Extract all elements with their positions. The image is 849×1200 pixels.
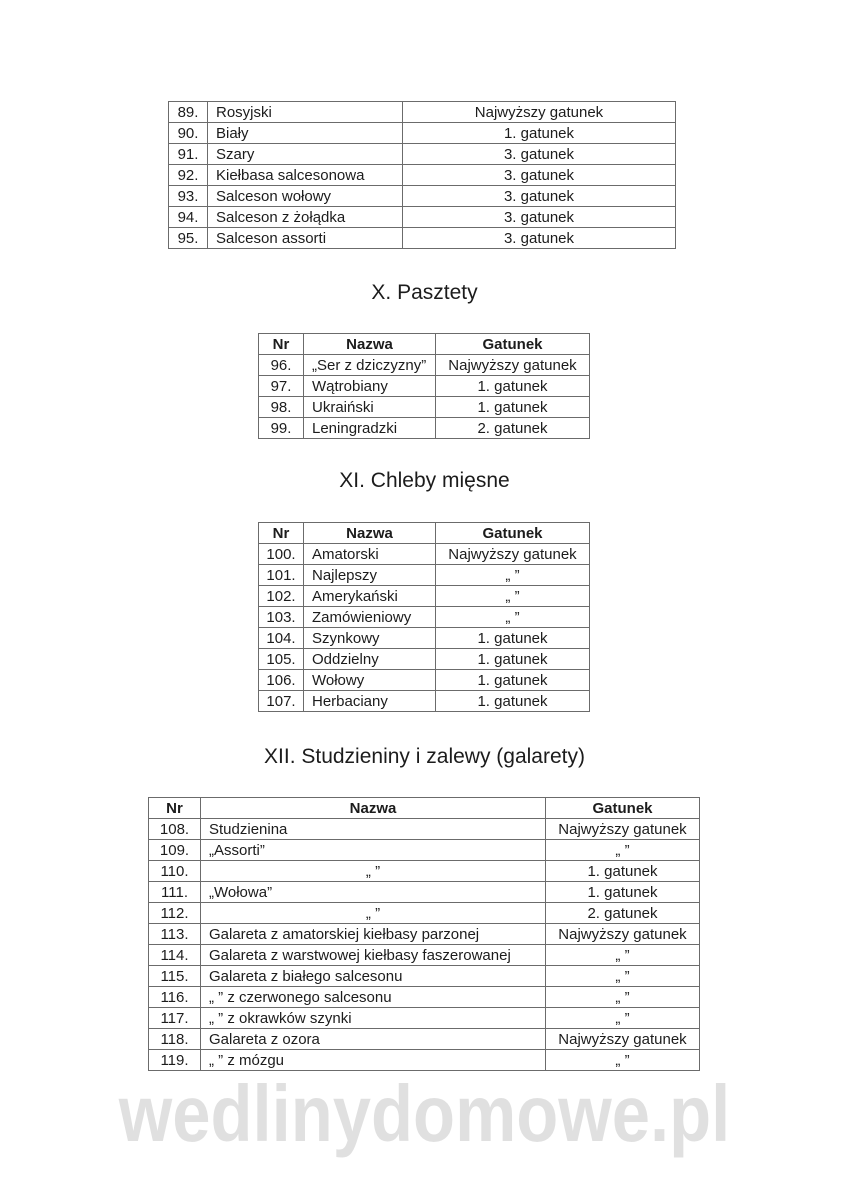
pasztety-table xyxy=(258,333,590,439)
table-row xyxy=(169,186,676,207)
cell-nr: 113. xyxy=(149,924,201,945)
cell-nazwa: Rosyjski xyxy=(208,102,403,123)
cell-nr: 107. xyxy=(259,691,304,712)
cell-nazwa: Amerykański xyxy=(304,586,436,607)
cell-nr: 112. xyxy=(149,903,201,924)
cell-nr: 119. xyxy=(149,1050,201,1071)
cell-gatunek: Najwyższy gatunek xyxy=(436,544,590,565)
cell-gatunek: „ ” xyxy=(436,607,590,628)
col-header-nazwa: Nazwa xyxy=(304,523,436,544)
cell-nr: 117. xyxy=(149,1008,201,1029)
table-row xyxy=(259,544,590,565)
table-row xyxy=(149,945,700,966)
table-row xyxy=(149,966,700,987)
cell-nr: 92. xyxy=(169,165,208,186)
site-watermark: wedlinydomowe.pl xyxy=(118,1069,731,1158)
cell-nazwa: Galareta z warstwowej kiełbasy faszerowanej xyxy=(201,945,546,966)
cell-gatunek: 1. gatunek xyxy=(436,628,590,649)
table-row xyxy=(169,228,676,249)
cell-gatunek: 1. gatunek xyxy=(436,649,590,670)
cell-nazwa: Biały xyxy=(208,123,403,144)
table-row xyxy=(169,165,676,186)
cell-gatunek: 1. gatunek xyxy=(546,861,700,882)
cell-gatunek: 3. gatunek xyxy=(403,144,676,165)
cell-nazwa: „ ” xyxy=(201,861,546,882)
cell-gatunek: 3. gatunek xyxy=(403,228,676,249)
cell-nr: 106. xyxy=(259,670,304,691)
table-row xyxy=(259,355,590,376)
cell-nazwa: Leningradzki xyxy=(304,418,436,439)
table-row xyxy=(169,102,676,123)
cell-nazwa: Najlepszy xyxy=(304,565,436,586)
table-row xyxy=(259,397,590,418)
chleby-miesne-table xyxy=(258,522,590,712)
cell-nr: 114. xyxy=(149,945,201,966)
cell-nazwa: Salceson assorti xyxy=(208,228,403,249)
table-header-row xyxy=(149,798,700,819)
cell-gatunek: Najwyższy gatunek xyxy=(436,355,590,376)
cell-gatunek: „ ” xyxy=(546,987,700,1008)
cell-gatunek: 2. gatunek xyxy=(436,418,590,439)
cell-nr: 100. xyxy=(259,544,304,565)
cell-nazwa: Wołowy xyxy=(304,670,436,691)
table-row xyxy=(149,840,700,861)
cell-nazwa: „ ” z okrawków szynki xyxy=(201,1008,546,1029)
table-row xyxy=(149,882,700,903)
cell-nazwa: Zamówieniowy xyxy=(304,607,436,628)
cell-gatunek: 1. gatunek xyxy=(403,123,676,144)
table-row xyxy=(149,1008,700,1029)
cell-gatunek: Najwyższy gatunek xyxy=(546,924,700,945)
cell-nr: 96. xyxy=(259,355,304,376)
cell-nr: 116. xyxy=(149,987,201,1008)
cell-nazwa: Salceson z żołądka xyxy=(208,207,403,228)
cell-nazwa: Szynkowy xyxy=(304,628,436,649)
cell-gatunek: 1. gatunek xyxy=(436,670,590,691)
table-row xyxy=(169,123,676,144)
table-row xyxy=(149,987,700,1008)
cell-nazwa: Galareta z białego salcesonu xyxy=(201,966,546,987)
cell-nazwa: Amatorski xyxy=(304,544,436,565)
table-row xyxy=(259,607,590,628)
cell-nazwa: „Assorti” xyxy=(201,840,546,861)
cell-nazwa: „Ser z dziczyzny” xyxy=(304,355,436,376)
cell-nazwa: Kiełbasa salcesonowa xyxy=(208,165,403,186)
cell-gatunek: Najwyższy gatunek xyxy=(546,819,700,840)
cell-gatunek: 1. gatunek xyxy=(436,691,590,712)
cell-nazwa: Oddzielny xyxy=(304,649,436,670)
cell-gatunek: Najwyższy gatunek xyxy=(403,102,676,123)
cell-nazwa: Salceson wołowy xyxy=(208,186,403,207)
cell-nr: 98. xyxy=(259,397,304,418)
cell-nr: 118. xyxy=(149,1029,201,1050)
col-header-gatunek: Gatunek xyxy=(436,334,590,355)
cell-nr: 104. xyxy=(259,628,304,649)
table-row xyxy=(259,565,590,586)
col-header-nr: Nr xyxy=(259,334,304,355)
cell-gatunek: „ ” xyxy=(436,586,590,607)
cell-nr: 93. xyxy=(169,186,208,207)
cell-nr: 99. xyxy=(259,418,304,439)
cell-gatunek: „ ” xyxy=(546,1008,700,1029)
cell-nazwa: Szary xyxy=(208,144,403,165)
table-row xyxy=(149,861,700,882)
table-row xyxy=(149,924,700,945)
section-heading-studzieniny: XII. Studzieniny i zalewy (galarety) xyxy=(264,745,585,768)
cell-nazwa: Ukraiński xyxy=(304,397,436,418)
cell-nr: 110. xyxy=(149,861,201,882)
cell-nr: 94. xyxy=(169,207,208,228)
cell-nazwa: „Wołowa” xyxy=(201,882,546,903)
cell-gatunek: 1. gatunek xyxy=(436,397,590,418)
cell-nr: 97. xyxy=(259,376,304,397)
section-heading-chleby-miesne: XI. Chleby mięsne xyxy=(339,469,510,492)
table-row xyxy=(259,586,590,607)
section-heading-pasztety: X. Pasztety xyxy=(371,281,478,304)
cell-gatunek: „ ” xyxy=(546,966,700,987)
cell-nr: 90. xyxy=(169,123,208,144)
cell-nr: 95. xyxy=(169,228,208,249)
table-row xyxy=(259,376,590,397)
cell-gatunek: 2. gatunek xyxy=(546,903,700,924)
cell-gatunek: „ ” xyxy=(546,1050,700,1071)
table-row xyxy=(169,207,676,228)
cell-nr: 103. xyxy=(259,607,304,628)
cell-gatunek: 1. gatunek xyxy=(546,882,700,903)
table-row xyxy=(259,418,590,439)
table-row xyxy=(259,691,590,712)
cell-nazwa: Studzienina xyxy=(201,819,546,840)
cell-nazwa: Galareta z amatorskiej kiełbasy parzonej xyxy=(201,924,546,945)
cell-gatunek: Najwyższy gatunek xyxy=(546,1029,700,1050)
salcesony-table-continuation xyxy=(168,101,676,249)
cell-gatunek: „ ” xyxy=(546,945,700,966)
cell-gatunek: „ ” xyxy=(546,840,700,861)
cell-gatunek: 1. gatunek xyxy=(436,376,590,397)
studzieniny-table xyxy=(148,797,700,1071)
table-row xyxy=(259,649,590,670)
col-header-gatunek: Gatunek xyxy=(436,523,590,544)
cell-nr: 108. xyxy=(149,819,201,840)
cell-nr: 102. xyxy=(259,586,304,607)
table-row xyxy=(259,670,590,691)
col-header-nr: Nr xyxy=(149,798,201,819)
cell-nr: 115. xyxy=(149,966,201,987)
cell-gatunek: „ ” xyxy=(436,565,590,586)
cell-gatunek: 3. gatunek xyxy=(403,186,676,207)
cell-nr: 111. xyxy=(149,882,201,903)
table-row xyxy=(149,819,700,840)
col-header-nazwa: Nazwa xyxy=(304,334,436,355)
cell-nazwa: „ ” z czerwonego salcesonu xyxy=(201,987,546,1008)
table-row xyxy=(149,1029,700,1050)
table-row xyxy=(149,903,700,924)
cell-nazwa: „ ” z mózgu xyxy=(201,1050,546,1071)
cell-nr: 109. xyxy=(149,840,201,861)
cell-nazwa: Herbaciany xyxy=(304,691,436,712)
table-header-row xyxy=(259,523,590,544)
col-header-gatunek: Gatunek xyxy=(546,798,700,819)
cell-nr: 105. xyxy=(259,649,304,670)
cell-nr: 101. xyxy=(259,565,304,586)
cell-nazwa: „ ” xyxy=(201,903,546,924)
table-row xyxy=(149,1050,700,1071)
cell-gatunek: 3. gatunek xyxy=(403,165,676,186)
col-header-nr: Nr xyxy=(259,523,304,544)
cell-nr: 89. xyxy=(169,102,208,123)
cell-nr: 91. xyxy=(169,144,208,165)
table-row xyxy=(259,628,590,649)
cell-nazwa: Galareta z ozora xyxy=(201,1029,546,1050)
cell-nazwa: Wątrobiany xyxy=(304,376,436,397)
cell-gatunek: 3. gatunek xyxy=(403,207,676,228)
table-row xyxy=(169,144,676,165)
table-header-row xyxy=(259,334,590,355)
col-header-nazwa: Nazwa xyxy=(201,798,546,819)
